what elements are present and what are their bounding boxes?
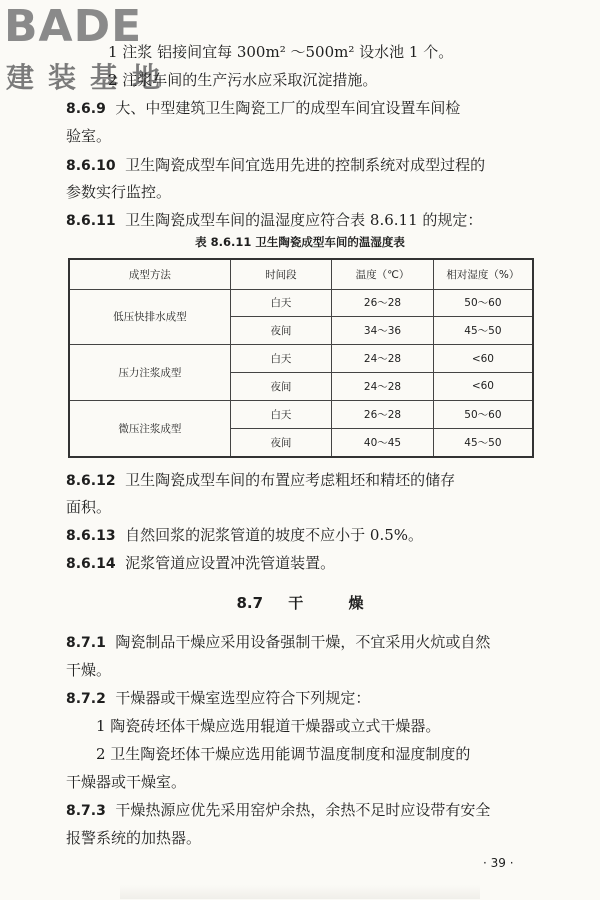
table-cell: 40～45 xyxy=(332,428,434,457)
table-header: 温度（℃） xyxy=(332,259,434,289)
clause-872 xyxy=(66,688,370,709)
table-row xyxy=(69,345,533,373)
clause-871 xyxy=(66,632,490,653)
clause-8613 xyxy=(66,525,423,546)
section-title-char: 燥 xyxy=(348,594,364,612)
table-cell-method: 微压注浆成型 xyxy=(69,400,230,457)
clause-number: 8.7.2 xyxy=(66,691,106,707)
table-cell: 24～28 xyxy=(332,345,434,373)
table-cell: 白天 xyxy=(230,289,332,317)
clause-text: 自然回浆的泥浆管道的坡度不应小于 0.5%。 xyxy=(125,526,424,544)
table-cell: <60 xyxy=(433,373,533,401)
page-number: · 39 · xyxy=(483,856,514,870)
table-header: 时间段 xyxy=(230,259,332,289)
table-cell: 50～60 xyxy=(433,400,533,428)
table-cell: 26～28 xyxy=(332,289,434,317)
list-item-continued: 干燥器或干燥室。 xyxy=(66,773,187,791)
table-cell: 白天 xyxy=(230,400,332,428)
table-cell: <60 xyxy=(433,345,533,373)
clause-number: 8.6.10 xyxy=(66,158,116,174)
watermark-subtitle: 建装基地 xyxy=(6,61,175,94)
watermark-brand: BADE xyxy=(4,1,143,52)
table-caption: 表 8.6.11 卫生陶瓷成型车间的温湿度表 xyxy=(195,235,405,249)
clause-line: 2 注浆车间的生产污水应采取沉淀措施。 xyxy=(108,71,378,89)
clause-869 xyxy=(66,98,460,119)
table-cell: 50～60 xyxy=(433,289,533,317)
table-cell: 45～50 xyxy=(433,317,533,345)
clause-text: 干燥。 xyxy=(66,661,112,679)
clause-number: 8.6.11 xyxy=(66,213,116,229)
scan-smudge xyxy=(120,885,480,899)
clause-text: 干燥热源应优先采用窑炉余热，余热不足时应设带有安全 xyxy=(115,801,491,819)
table-cell: 24～28 xyxy=(332,373,434,401)
table-cell: 夜间 xyxy=(230,317,332,345)
clause-text: 陶瓷制品干燥应采用设备强制干燥，不宜采用火炕或自然 xyxy=(115,633,491,651)
clause-text: 干燥器或干燥室选型应符合下列规定： xyxy=(115,689,371,707)
clause-873 xyxy=(66,800,490,821)
clause-text: 参数实行监控。 xyxy=(66,183,172,201)
table-cell: 26～28 xyxy=(332,400,434,428)
section-heading xyxy=(0,592,600,613)
clause-text: 卫生陶瓷成型车间的温湿度应符合表 8.6.11 的规定： xyxy=(125,211,483,229)
clause-number: 8.7.3 xyxy=(66,803,106,819)
list-item: 1 陶瓷砖坯体干燥应选用辊道干燥器或立式干燥器。 xyxy=(96,717,441,735)
table-cell-method: 低压快排水成型 xyxy=(69,289,230,345)
clause-text: 报警系统的加热器。 xyxy=(66,829,202,847)
list-item: 2 卫生陶瓷坯体干燥应选用能调节温度制度和湿度制度的 xyxy=(96,745,471,763)
clause-8611 xyxy=(66,210,482,231)
table-header: 相对湿度（%） xyxy=(433,259,533,289)
table-row xyxy=(69,400,533,428)
humidity-table xyxy=(68,258,534,458)
table-cell: 夜间 xyxy=(230,373,332,401)
table-cell-method: 压力注浆成型 xyxy=(69,345,230,401)
table-header: 成型方法 xyxy=(69,259,230,289)
section-number: 8.7 xyxy=(236,594,264,612)
clause-number: 8.6.12 xyxy=(66,473,116,489)
table-cell: 夜间 xyxy=(230,428,332,457)
clause-text: 卫生陶瓷成型车间宜选用先进的控制系统对成型过程的 xyxy=(125,156,486,174)
table-cell: 白天 xyxy=(230,345,332,373)
clause-text: 泥浆管道应设置冲洗管道装置。 xyxy=(125,554,336,572)
clause-text: 大、中型建筑卫生陶瓷工厂的成型车间宜设置车间检 xyxy=(115,99,461,117)
table-header-row xyxy=(69,259,533,289)
clause-8612 xyxy=(66,470,455,491)
table-cell: 45～50 xyxy=(433,428,533,457)
clause-number: 8.6.13 xyxy=(66,528,116,544)
table-row xyxy=(69,289,533,317)
clause-line: 1 注浆 铝接间宜每 300m² ～500m² 设水池 1 个。 xyxy=(108,43,454,61)
section-title-char: 干 xyxy=(288,594,304,612)
clause-number: 8.6.14 xyxy=(66,556,116,572)
clause-text: 验室。 xyxy=(66,127,112,145)
clause-number: 8.6.9 xyxy=(66,101,106,117)
clause-8610 xyxy=(66,155,485,176)
table-cell: 34～36 xyxy=(332,317,434,345)
clause-text: 卫生陶瓷成型车间的布置应考虑粗坯和精坯的储存 xyxy=(125,471,456,489)
clause-number: 8.7.1 xyxy=(66,635,106,651)
clause-text: 面积。 xyxy=(66,498,112,516)
clause-8614 xyxy=(66,553,335,574)
